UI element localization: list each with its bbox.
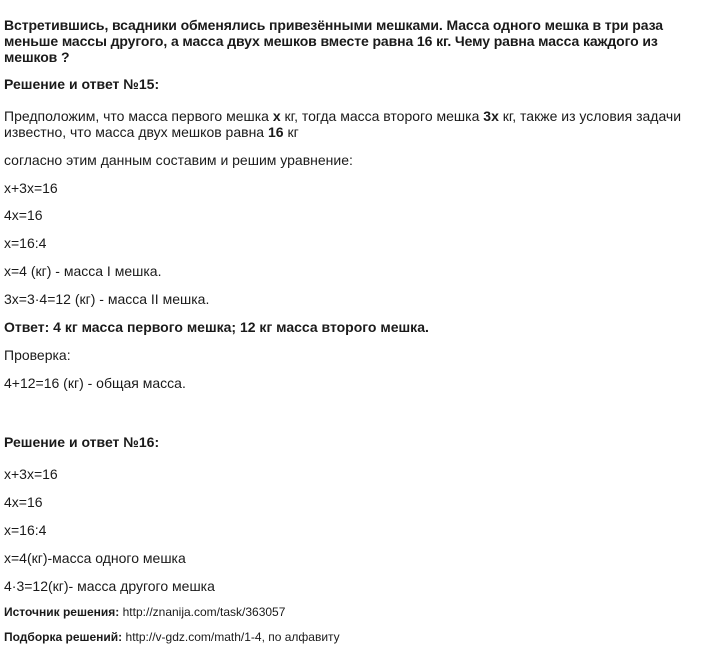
intro-var-x: x — [272, 108, 281, 124]
collection-line — [4, 630, 340, 644]
intro-text-c: кг, также из условия задачи — [498, 108, 682, 124]
solution-16-step: x+3x=16 — [4, 466, 58, 482]
solution-15-heading: Решение и ответ №15: — [4, 76, 160, 92]
solution-15-check: 4+12=16 (кг) - общая масса. — [4, 375, 186, 391]
intro-var-3x: 3x — [483, 108, 499, 124]
solution-16-heading: Решение и ответ №16: — [4, 434, 160, 450]
problem-line-1: Встретившись, всадники обменялись привезёнными мешками. Масса одного мешка в три раза — [4, 17, 663, 33]
solution-15-answer: Ответ: 4 кг масса первого мешка; 12 кг масса второго мешка. — [4, 319, 429, 335]
solution-15-step: x=16:4 — [4, 235, 47, 251]
intro-line-1 — [4, 108, 681, 124]
solution-15-check-label: Проверка: — [4, 347, 71, 363]
intro-text-b: кг, тогда масса второго мешка — [280, 108, 484, 124]
collection-link[interactable]: http://v-gdz.com/math/1-4, по алфавиту — [122, 630, 340, 644]
intro-value-16: 16 — [267, 124, 284, 140]
solution-15-step: 3x=3·4=12 (кг) - масса II мешка. — [4, 291, 210, 307]
document-page — [4, 0, 702, 658]
solution-15-step: x+3x=16 — [4, 180, 58, 196]
source-link[interactable]: http://znanija.com/task/363057 — [119, 605, 286, 619]
solution-16-step: x=4(кг)-масса одного мешка — [4, 550, 186, 566]
source-line — [4, 605, 285, 619]
solution-15-step: 4x=16 — [4, 207, 43, 223]
solution-15-intro — [4, 108, 681, 140]
solution-15-step: x=4 (кг) - масса I мешка. — [4, 263, 162, 279]
intro-text-d: известно, что масса двух мешков равна — [4, 124, 268, 140]
collection-label: Подборка решений: — [4, 630, 123, 644]
solution-16-step: x=16:4 — [4, 522, 47, 538]
problem-line-2: меньше массы другого, а масса двух мешков вместе равна 16 кг. Чему равна масса каждого из — [4, 33, 658, 49]
intro-text-a: Предположим, что масса первого мешка — [4, 108, 273, 124]
solution-15-compose: согласно этим данным составим и решим уравнение: — [4, 152, 353, 168]
solution-16-step: 4x=16 — [4, 494, 43, 510]
source-label: Источник решения: — [4, 605, 120, 619]
intro-text-e: кг — [283, 124, 299, 140]
solution-16-step: 4·3=12(кг)- масса другого мешка — [4, 578, 215, 594]
intro-line-2 — [4, 124, 681, 140]
problem-statement — [4, 17, 700, 65]
problem-line-3: мешков ? — [4, 49, 70, 65]
